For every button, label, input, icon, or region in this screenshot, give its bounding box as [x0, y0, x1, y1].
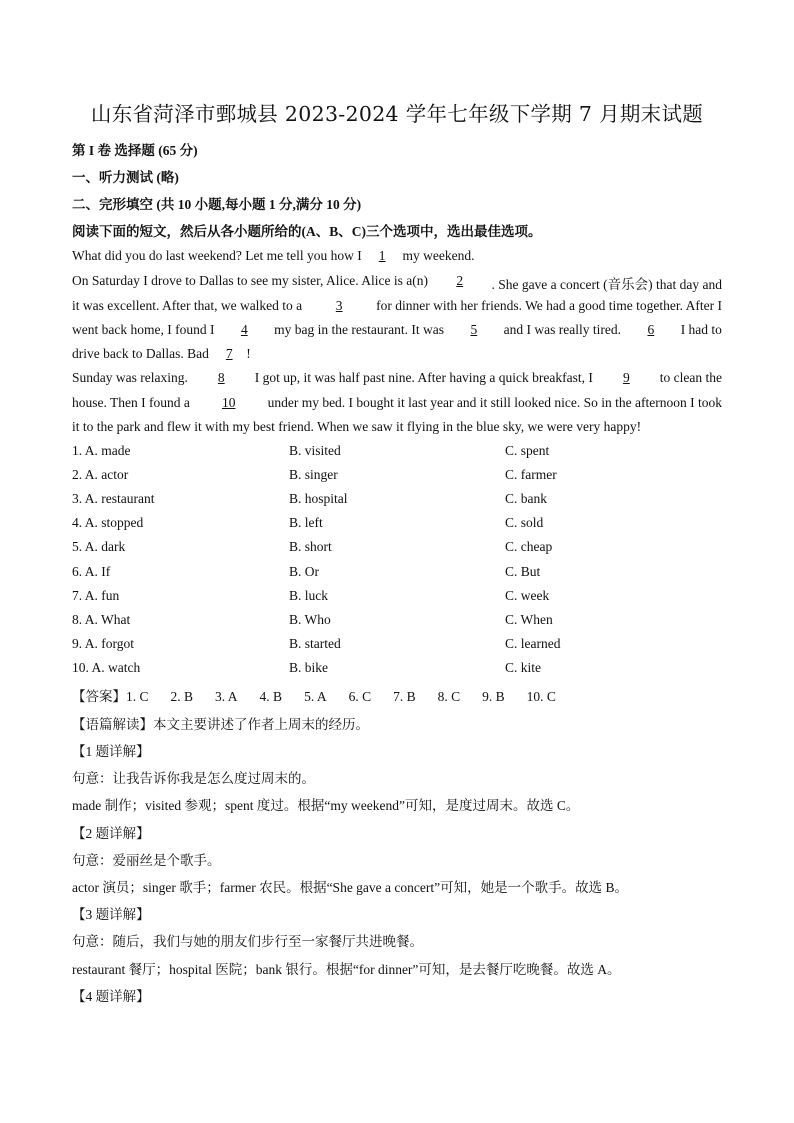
detail-2-heading: 【2 题详解】 — [72, 826, 150, 841]
detail-1-heading: 【1 题详解】 — [72, 744, 150, 759]
options-row-8 — [72, 612, 722, 630]
option-a: 5. A. dark — [72, 539, 126, 554]
option-a: 8. A. What — [72, 612, 131, 627]
blank-1: 1 — [378, 248, 386, 263]
passage-line-5 — [72, 346, 722, 362]
passage-line-3 — [72, 298, 722, 314]
summary-label: 【语篇解读】 — [72, 717, 153, 732]
option-c: C. But — [505, 564, 541, 579]
options-row-2 — [72, 467, 722, 485]
page-title: 山东省菏泽市鄄城县 2023-2024 学年七年级下学期 7 月期末试题 — [90, 102, 704, 126]
option-a: 10. A. watch — [72, 660, 141, 675]
blank-3: 3 — [335, 298, 343, 313]
options-row-10 — [72, 660, 722, 678]
part-heading: 第 I 卷 选择题 (65 分) — [72, 143, 198, 158]
passage-line-4 — [72, 322, 722, 338]
blank-4: 4 — [240, 322, 248, 337]
option-c: C. sold — [505, 515, 544, 530]
option-a: 7. A. fun — [72, 588, 120, 603]
detail-3-analysis: restaurant 餐厅；hospital 医院；bank 银行。根据“for dinner”可知，是去餐厅吃晚餐。故选 A。 — [72, 962, 621, 977]
options-row-5 — [72, 539, 722, 557]
passage-text: to clean the — [659, 370, 722, 385]
options-row-3 — [72, 491, 722, 509]
passage-text: under my bed. I bought it last year and it still looked nice. So in the afternoon I took — [267, 395, 722, 410]
passage-text: What did you do last weekend? Let me tell you how I — [72, 248, 362, 263]
summary-text: 本文主要讲述了作者上周末的经历。 — [153, 717, 369, 732]
passage-text: Sunday was relaxing. — [72, 370, 188, 385]
blank-8: 8 — [217, 370, 225, 385]
answer-label: 【答案】 — [72, 689, 126, 704]
answer-item: 2. B — [170, 689, 194, 704]
passage-text: On Saturday I drove to Dallas to see my sister, Alice. Alice is a(n) — [72, 273, 428, 288]
answer-item: 8. C — [437, 689, 461, 704]
option-b: B. Who — [289, 612, 331, 627]
option-a: 4. A. stopped — [72, 515, 144, 530]
passage-text: went back home, I found I — [72, 322, 215, 337]
option-a: 6. A. If — [72, 564, 111, 579]
detail-1-meaning: 句意：让我告诉你我是怎么度过周末的。 — [72, 771, 315, 786]
passage-text: drive back to Dallas. Bad — [72, 346, 209, 361]
passage-text: house. Then I found a — [72, 395, 190, 410]
option-a: 1. A. made — [72, 443, 131, 458]
options-row-7 — [72, 588, 722, 606]
passage-summary — [72, 713, 722, 733]
passage-text: . She gave a concert (音乐会) that day and — [491, 277, 722, 292]
answer-item: 5. A — [304, 689, 327, 704]
option-c: C. spent — [505, 443, 550, 458]
detail-2-analysis: actor 演员；singer 歌手；farmer 农民。根据“She gave a concert”可知，她是一个歌手。故选 B。 — [72, 880, 629, 895]
answer-item: 7. B — [393, 689, 416, 704]
detail-3-meaning: 句意：随后，我们与她的朋友们步行至一家餐厅共进晚餐。 — [72, 934, 423, 949]
option-b: B. left — [289, 515, 323, 530]
section1-heading: 一、听力测试 (略) — [72, 170, 179, 185]
answer-item: 4. B — [259, 689, 283, 704]
option-b: B. short — [289, 539, 332, 554]
answer-item: 9. B — [482, 689, 505, 704]
passage-text: I had to — [680, 322, 722, 337]
detail-2-meaning: 句意：爱丽丝是个歌手。 — [72, 853, 221, 868]
blank-6: 6 — [647, 322, 655, 337]
option-b: B. visited — [289, 443, 341, 458]
option-c: C. cheap — [505, 539, 553, 554]
detail-4-heading: 【4 题详解】 — [72, 989, 150, 1004]
answer-item: 1. C — [126, 689, 149, 704]
instruction-text: 阅读下面的短文，然后从各小题所给的(A、B、C)三个选项中，选出最佳选项。 — [72, 224, 542, 239]
option-a: 3. A. restaurant — [72, 491, 155, 506]
options-row-1 — [72, 443, 722, 461]
option-b: B. Or — [289, 564, 319, 579]
passage-line-7 — [72, 395, 722, 411]
option-c: C. farmer — [505, 467, 557, 482]
blank-5: 5 — [470, 322, 478, 337]
option-a: 9. A. forgot — [72, 636, 135, 651]
options-row-9 — [72, 636, 722, 654]
passage-line-1 — [72, 248, 722, 264]
passage-text: it was excellent. After that, we walked to a — [72, 298, 303, 313]
answer-item: 6. C — [348, 689, 372, 704]
option-c: C. learned — [505, 636, 561, 651]
passage-text: I got up, it was half past nine. After having a quick breakfast, I — [254, 370, 593, 385]
answer-key — [72, 685, 722, 705]
blank-9: 9 — [622, 370, 630, 385]
passage-line-8: it to the park and flew it with my best friend. When we saw it flying in the blue sky, we were very happy! — [72, 419, 642, 434]
answer-item: 3. A — [215, 689, 238, 704]
option-b: B. bike — [289, 660, 328, 675]
passage-text: my bag in the restaurant. It was — [274, 322, 444, 337]
passage-text: my weekend. — [402, 248, 475, 263]
blank-10: 10 — [221, 395, 236, 410]
option-c: C. kite — [505, 660, 541, 675]
detail-3-heading: 【3 题详解】 — [72, 907, 150, 922]
blank-2: 2 — [456, 273, 464, 288]
option-c: C. bank — [505, 491, 547, 506]
passage-text: and I was really tired. — [503, 322, 621, 337]
option-b: B. singer — [289, 467, 338, 482]
passage-text: for dinner with her friends. We had a good time together. After I — [376, 298, 722, 313]
answer-item: 10. C — [526, 689, 556, 704]
options-row-6 — [72, 564, 722, 582]
option-b: B. luck — [289, 588, 328, 603]
section2-heading: 二、完形填空 (共 10 小题,每小题 1 分,满分 10 分) — [72, 197, 362, 212]
options-row-4 — [72, 515, 722, 533]
option-b: B. started — [289, 636, 341, 651]
detail-1-analysis: made 制作；visited 参观；spent 度过。根据“my weekend”可知，是度过周末。故选 C。 — [72, 798, 580, 813]
option-b: B. hospital — [289, 491, 348, 506]
blank-7: 7 — [225, 346, 233, 361]
option-c: C. When — [505, 612, 553, 627]
passage-line-6 — [72, 370, 722, 386]
passage-line-2 — [72, 273, 722, 293]
option-a: 2. A. actor — [72, 467, 129, 482]
option-c: C. week — [505, 588, 550, 603]
passage-text: ! — [246, 346, 251, 361]
